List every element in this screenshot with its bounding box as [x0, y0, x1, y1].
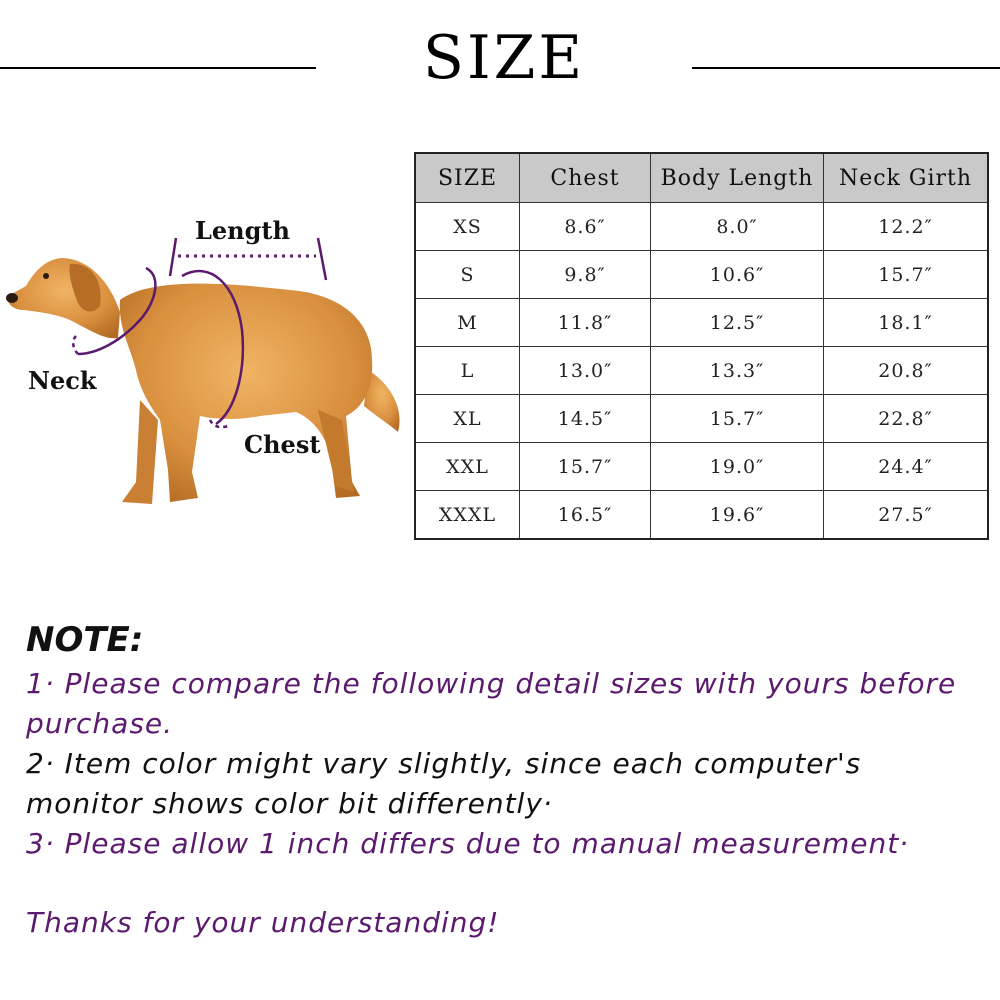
table-cell: 15.7″ [824, 251, 989, 299]
table-cell: 8.0″ [651, 203, 824, 251]
table-cell: 19.0″ [651, 443, 824, 491]
table-cell: 13.0″ [520, 347, 651, 395]
label-neck: Neck [28, 366, 97, 395]
table-cell: XS [415, 203, 520, 251]
page-title: SIZE [422, 23, 586, 93]
table-cell: 19.6″ [651, 491, 824, 540]
note-line-1-cont: purchase. [26, 707, 174, 740]
label-length: Length [195, 216, 290, 245]
table-cell: 15.7″ [651, 395, 824, 443]
table-row [415, 203, 988, 251]
note-title: NOTE: [26, 620, 144, 660]
table-cell: 12.2″ [824, 203, 989, 251]
table-cell: 22.8″ [824, 395, 989, 443]
table-cell: L [415, 347, 520, 395]
table-cell: 18.1″ [824, 299, 989, 347]
table-cell: XL [415, 395, 520, 443]
note-line-3: 3· Please allow 1 inch differs due to manual measurement· [26, 827, 910, 860]
title-divider-left [0, 67, 316, 69]
table-cell: 13.3″ [651, 347, 824, 395]
table-cell: S [415, 251, 520, 299]
note-line-1: 1· Please compare the following detail sizes with yours before [26, 667, 957, 700]
note-line-2: 2· Item color might vary slightly, since each computer's [26, 747, 862, 780]
header-size: SIZE [415, 153, 520, 203]
table-cell: 12.5″ [651, 299, 824, 347]
table-cell: 15.7″ [520, 443, 651, 491]
header-neck-girth: Neck Girth [824, 153, 989, 203]
table-cell: 9.8″ [520, 251, 651, 299]
note-line-2-cont: monitor shows color bit differently· [26, 787, 553, 820]
table-cell: 20.8″ [824, 347, 989, 395]
table-cell: 8.6″ [520, 203, 651, 251]
thanks-text: Thanks for your understanding! [26, 906, 500, 939]
note-section [26, 618, 986, 943]
table-cell: XXXL [415, 491, 520, 540]
table-cell: 10.6″ [651, 251, 824, 299]
label-chest: Chest [244, 430, 321, 459]
table-row [415, 347, 988, 395]
table-row [415, 395, 988, 443]
table-header-row [415, 153, 988, 203]
header-body-length: Body Length [651, 153, 824, 203]
title-divider-right [692, 67, 1000, 69]
table-row [415, 443, 988, 491]
table-cell: 11.8″ [520, 299, 651, 347]
table-cell: 24.4″ [824, 443, 989, 491]
table-cell: M [415, 299, 520, 347]
table-row [415, 299, 988, 347]
table-cell: 14.5″ [520, 395, 651, 443]
table-cell: 16.5″ [520, 491, 651, 540]
table-cell: XXL [415, 443, 520, 491]
table-cell: 27.5″ [824, 491, 989, 540]
size-table [414, 152, 989, 540]
table-row [415, 491, 988, 540]
table-row [415, 251, 988, 299]
header-chest: Chest [520, 153, 651, 203]
